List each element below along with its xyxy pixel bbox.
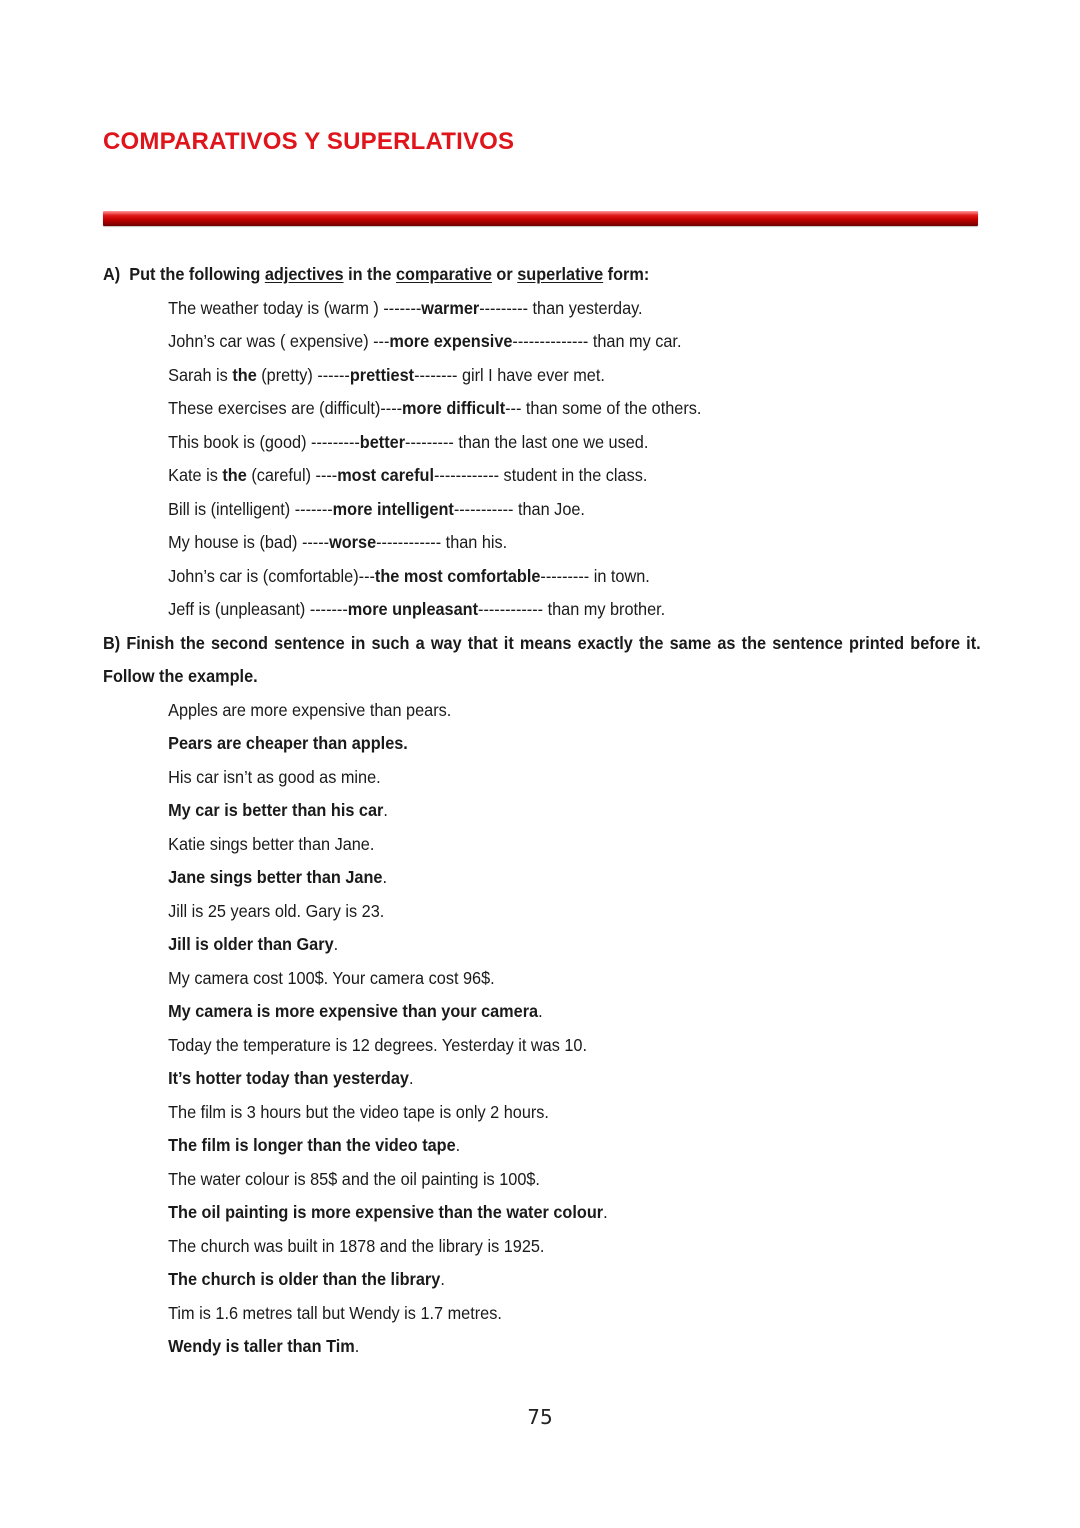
exercise-b-answer: Jane sings better than Jane. xyxy=(168,867,387,887)
exercise-a-item: My house is (bad) -----worse------------ than his. xyxy=(168,532,508,552)
section-b-heading: B) Finish the second sentence in such a way that it means exactly the same as the sentence printed before it. xyxy=(103,627,981,661)
exercise-b-given: The film is 3 hours but the video tape is only 2 hours. xyxy=(168,1101,549,1122)
exercise-b-answer: The church is older than the library. xyxy=(168,1269,445,1289)
exercise-b-given: His car isn’t as good as mine. xyxy=(168,766,381,787)
exercise-b-answer: My car is better than his car. xyxy=(168,800,388,820)
exercise-b-given: Apples are more expensive than pears. xyxy=(168,699,452,720)
exercise-b-answer: My camera is more expensive than your camera. xyxy=(168,1001,543,1021)
exercise-b-given: My camera cost 100$. Your camera cost 96$. xyxy=(168,967,495,988)
exercise-b-answer: It’s hotter today than yesterday. xyxy=(168,1068,414,1088)
section-b-label: B) xyxy=(103,632,121,653)
exercise-a-item: The weather today is (warm ) -------warmer--------- than yesterday. xyxy=(168,297,643,318)
exercise-a-item: This book is (good) ---------better--------- than the last one we used. xyxy=(168,431,649,452)
exercise-b-given: Tim is 1.6 metres tall but Wendy is 1.7 metres. xyxy=(168,1302,502,1323)
section-a-label: A) xyxy=(103,264,121,284)
page-title: COMPARATIVOS Y SUPERLATIVOS xyxy=(103,128,515,155)
exercise-b-answer: The oil painting is more expensive than the water colour. xyxy=(168,1202,608,1222)
exercise-b-given: Jill is 25 years old. Gary is 23. xyxy=(168,900,385,921)
exercise-b-given: Katie sings better than Jane. xyxy=(168,833,375,854)
exercise-content xyxy=(103,258,981,1364)
exercise-a-item: John’s car was ( expensive) ---more expensive-------------- than my car. xyxy=(168,331,682,351)
exercise-a-item: Jeff is (unpleasant) -------more unpleasant------------ than my brother. xyxy=(168,599,666,619)
exercise-a-item: Kate is the (careful) ----most careful------------ student in the class. xyxy=(168,465,648,485)
exercise-b-answer: Wendy is taller than Tim. xyxy=(168,1336,360,1356)
exercise-a-item: Bill is (intelligent) -------more intelligent----------- than Joe. xyxy=(168,498,585,519)
exercise-b-given: The church was built in 1878 and the library is 1925. xyxy=(168,1235,545,1256)
exercise-b-answer: The film is longer than the video tape. xyxy=(168,1135,461,1155)
section-b-heading-line2: Follow the example. xyxy=(103,666,258,686)
exercise-b-given: Today the temperature is 12 degrees. Yesterday it was 10. xyxy=(168,1034,587,1055)
exercise-a-item: These exercises are (difficult)----more difficult--- than some of the others. xyxy=(168,398,702,418)
exercise-b-answer: Jill is older than Gary. xyxy=(168,934,339,954)
exercise-b-answer: Pears are cheaper than apples. xyxy=(168,733,408,753)
exercise-a-item: John’s car is (comfortable)---the most comfortable--------- in town. xyxy=(168,565,650,586)
red-divider-rule xyxy=(103,211,978,226)
page-number: 75 xyxy=(527,1405,553,1429)
exercise-a-item: Sarah is the (pretty) ------prettiest-------- girl I have ever met. xyxy=(168,364,605,385)
exercise-b-given: The water colour is 85$ and the oil painting is 100$. xyxy=(168,1168,540,1189)
section-a-heading: A) Put the following adjectives in the comparative or superlative form: xyxy=(103,264,650,284)
